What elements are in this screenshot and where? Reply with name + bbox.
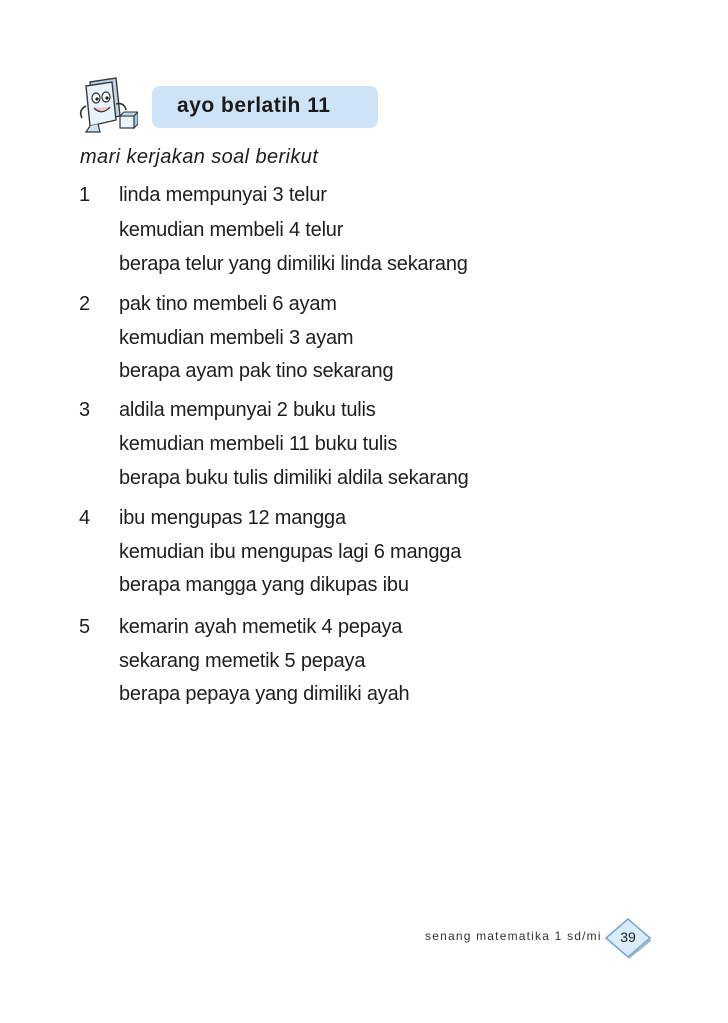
question-number: 2 [79,293,91,315]
exercise-title: ayo berlatih 11 [177,94,331,117]
question-line: kemudian membeli 11 buku tulis [119,433,398,455]
question-line: berapa ayam pak tino sekarang [119,360,394,382]
question-line: ibu mengupas 12 mangga [119,507,346,529]
question-line: berapa pepaya yang dimiliki ayah [119,683,410,705]
book-mascot-icon [76,76,138,134]
question-line: berapa buku tulis dimiliki aldila sekarang [119,467,469,489]
question-line: kemudian membeli 4 telur [119,219,344,241]
question-line: kemudian ibu mengupas lagi 6 mangga [119,541,462,563]
book-title-footer: senang matematika 1 sd/mi [425,929,602,943]
instruction-text: mari kerjakan soal berikut [80,146,319,168]
question-line: linda mempunyai 3 telur [119,184,327,206]
question-number: 4 [79,507,91,529]
question-line: berapa mangga yang dikupas ibu [119,574,409,596]
question-line: sekarang memetik 5 pepaya [119,650,366,672]
page-number: 39 [620,929,636,945]
question-number: 5 [79,616,91,638]
question-line: aldila mempunyai 2 buku tulis [119,399,376,421]
question-number: 3 [79,399,91,421]
exercise-header [152,86,378,128]
question-line: kemarin ayah memetik 4 pepaya [119,616,403,638]
question-line: kemudian membeli 3 ayam [119,327,354,349]
question-line: pak tino membeli 6 ayam [119,293,337,315]
question-number: 1 [79,184,91,206]
question-line: berapa telur yang dimiliki linda sekarang [119,253,468,275]
